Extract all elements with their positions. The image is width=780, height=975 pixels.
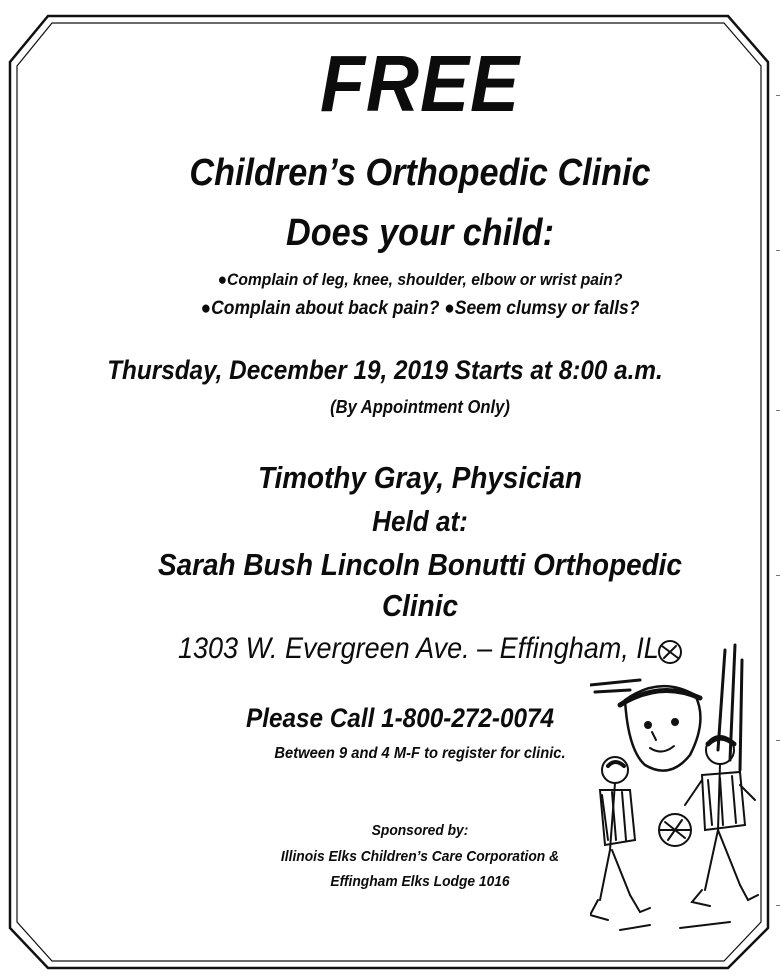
- venue-name: Sarah Bush Lincoln Bonutti Orthopedic: [158, 547, 682, 582]
- margin-mark: [776, 905, 780, 906]
- margin-mark: [776, 410, 780, 411]
- sponsor-line: Illinois Elks Children’s Care Corporation &: [280, 848, 560, 865]
- venue-address: 1303 W. Evergreen Ave. – Effingham, IL: [178, 632, 659, 665]
- symptom-line: ●Complain of leg, knee, shoulder, elbow or wrist pain?: [217, 270, 623, 289]
- physician-name: Timothy Gray, Physician: [257, 460, 583, 495]
- phone-line: Please Call 1-800-272-0074: [245, 703, 555, 733]
- symptom-line: ●Complain about back pain? ●Seem clumsy or falls?: [200, 298, 640, 319]
- venue-name-continued: Clinic: [382, 588, 458, 623]
- soccer-children-illustration: [590, 640, 760, 940]
- event-date: Thursday, December 19, 2019 Starts at 8:00 a.m.: [107, 355, 663, 385]
- margin-mark: [776, 740, 780, 741]
- hours-line: Between 9 and 4 M-F to register for clinic.: [274, 745, 566, 762]
- appointment-note: (By Appointment Only): [330, 397, 510, 417]
- question-heading: Does your child:: [286, 212, 554, 254]
- margin-mark: [776, 250, 780, 251]
- clinic-title: Children’s Orthopedic Clinic: [189, 152, 651, 194]
- sponsor-heading: Sponsored by:: [371, 822, 469, 839]
- sponsor-line: Effingham Elks Lodge 1016: [330, 873, 510, 890]
- margin-mark: [776, 95, 780, 96]
- margin-mark: [776, 575, 780, 576]
- headline-free: FREE: [320, 39, 520, 128]
- held-at-label: Held at:: [372, 506, 468, 538]
